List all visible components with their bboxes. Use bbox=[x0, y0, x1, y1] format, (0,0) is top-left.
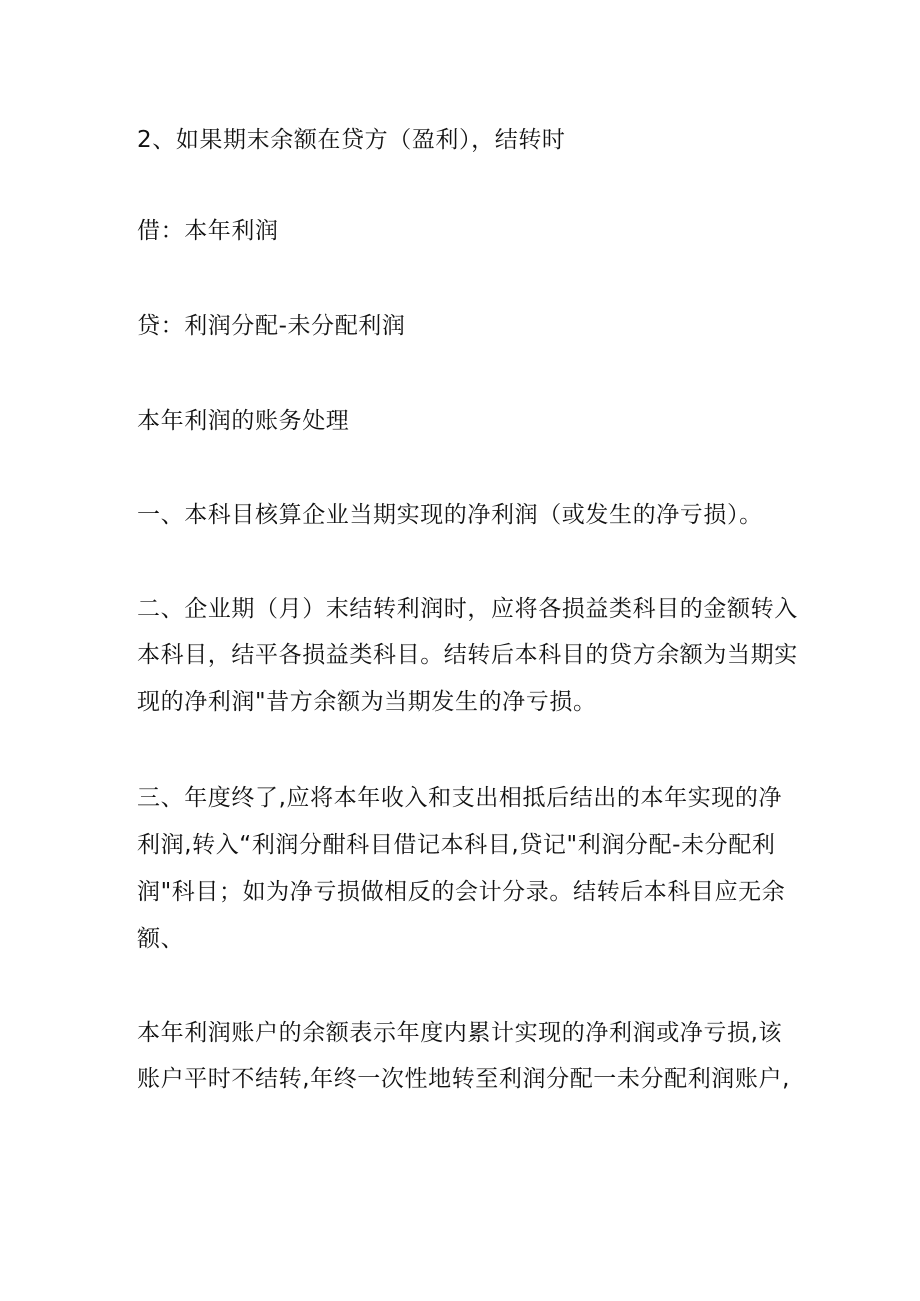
text-line-item-two-3: 现的净利润"昔方余额为当期发生的净亏损。 bbox=[137, 689, 597, 715]
text-line-summary-2: 账户平时不结转,年终一次性地转至利润分配一未分配利润账户, bbox=[137, 1066, 791, 1092]
text-line-item-three-4: 额、 bbox=[137, 926, 185, 952]
text-line-item-one: 一、本科目核算企业当期实现的净利润（或发生的净亏损）。 bbox=[137, 502, 763, 528]
text-line-debit-entry: 借：本年利润 bbox=[137, 218, 279, 244]
text-line-summary-1: 本年利润账户的余额表示年度内累计实现的净利润或净亏损,该 bbox=[137, 1020, 783, 1046]
text-line-item-three-3: 润"科目；如为净亏损做相反的会计分录。结转后本科目应无余 bbox=[137, 879, 786, 905]
text-line-closing-entry-heading: 2、如果期末余额在贷方（盈利），结转时 bbox=[137, 127, 566, 153]
text-line-item-two-2: 本科目，结平各损益类科目。结转后本科目的贷方余额为当期实 bbox=[137, 642, 798, 668]
text-line-item-two-1: 二、企业期（月）末结转利润时，应将各损益类科目的金额转入 bbox=[137, 596, 798, 622]
text-line-credit-entry: 贷：利润分配-未分配利润 bbox=[137, 313, 406, 339]
text-line-item-three-2: 利润,转入“利润分酣科目借记本科目,贷记"利润分配-未分配利 bbox=[137, 832, 776, 858]
section-heading: 本年利润的账务处理 bbox=[137, 408, 350, 434]
text-line-item-three-1: 三、年度终了,应将本年收入和支出相抵后结出的本年实现的净 bbox=[137, 785, 783, 811]
